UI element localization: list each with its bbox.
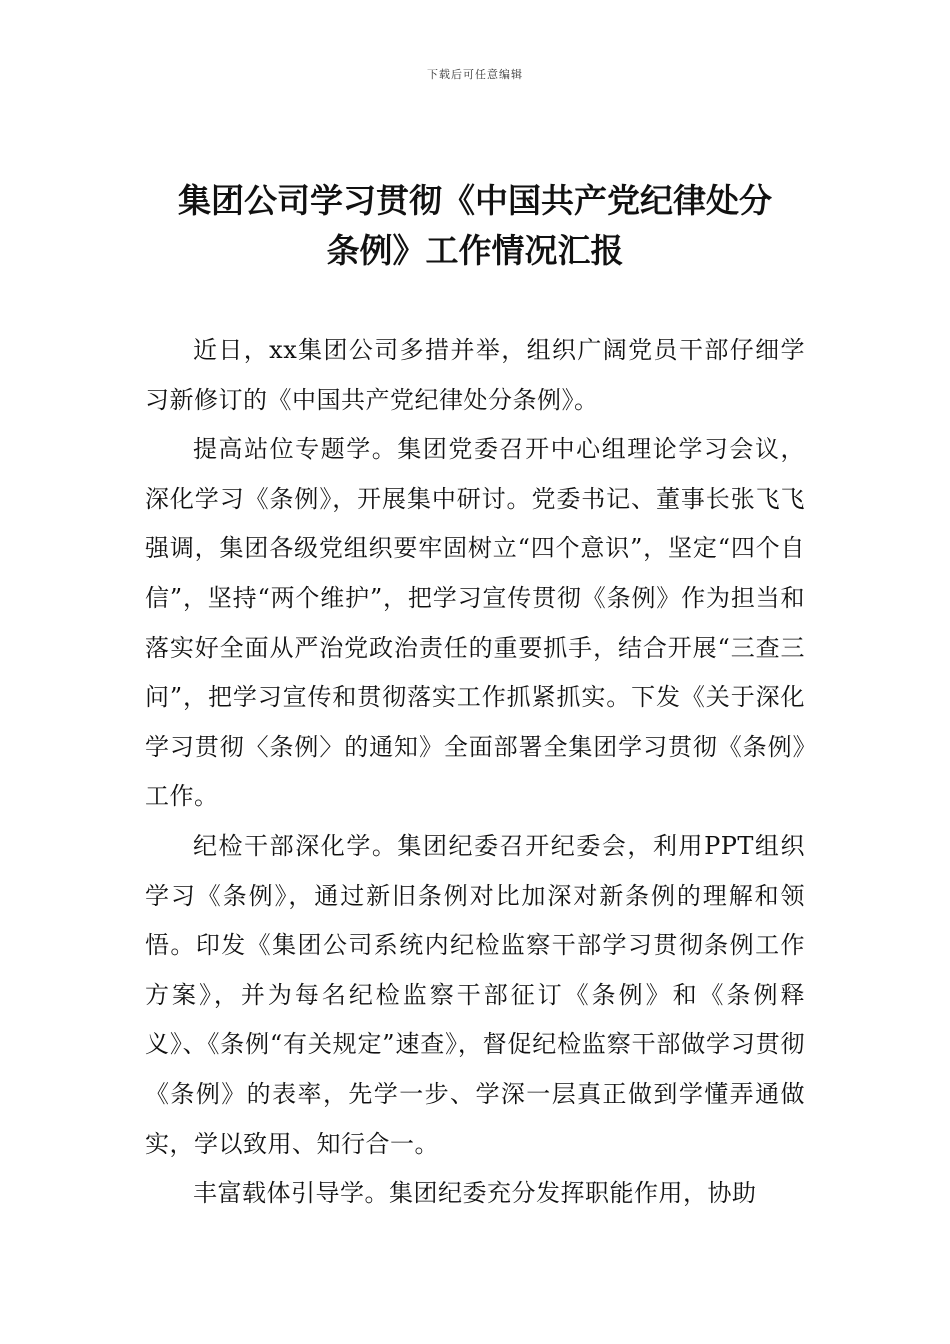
document-title — [120, 176, 830, 276]
paragraph-intro: 近日，xx集团公司多措并举，组织广阔党员干部仔细学习新修订的《中国共产党纪律处分条例》。 — [145, 336, 805, 414]
document-body — [145, 326, 805, 1219]
document-title-line-2: 条例》工作情况汇报 — [326, 231, 624, 270]
paragraph-carrier-guidance: 丰富载体引导学。集团纪委充分发挥职能作用，协助 — [193, 1179, 757, 1208]
paragraph-topic-study: 提高站位专题学。集团党委召开中心组理论学习会议，深化学习《条例》，开展集中研讨。党委书记、董事长张飞飞强调，集团各级党组织要牢固树立“四个意识”，坚定“四个自信”，坚持“两个维护”，把学习宣传贯彻《条例》作为担当和落实好全面从严治党政治责任的重要抓手，结合开展“三查三问”，把学习宣传和贯彻落实工作抓紧抓实。下发《关于深化学习贯彻〈条例〉的通知》全面部署全集团学习贯彻《条例》工作。 — [145, 435, 805, 811]
document-title-line-1: 集团公司学习贯彻《中国共产党纪律处分 — [178, 181, 772, 220]
header-note: 下载后可任意编辑 — [427, 68, 523, 81]
paragraph-discipline-cadres: 纪检干部深化学。集团纪委召开纪委会，利用PPT组织学习《条例》，通过新旧条例对比加深对新条例的理解和领悟。印发《集团公司系统内纪检监察干部学习贯彻条例工作方案》，并为每名纪检监察干部征订《条例》和《条例释义》、《条例“有关规定”速查》，督促纪检监察干部做学习贯彻《条例》的表率，先学一步、学深一层真正做到学懂弄通做实，学以致用、知行合一。 — [145, 831, 805, 1158]
